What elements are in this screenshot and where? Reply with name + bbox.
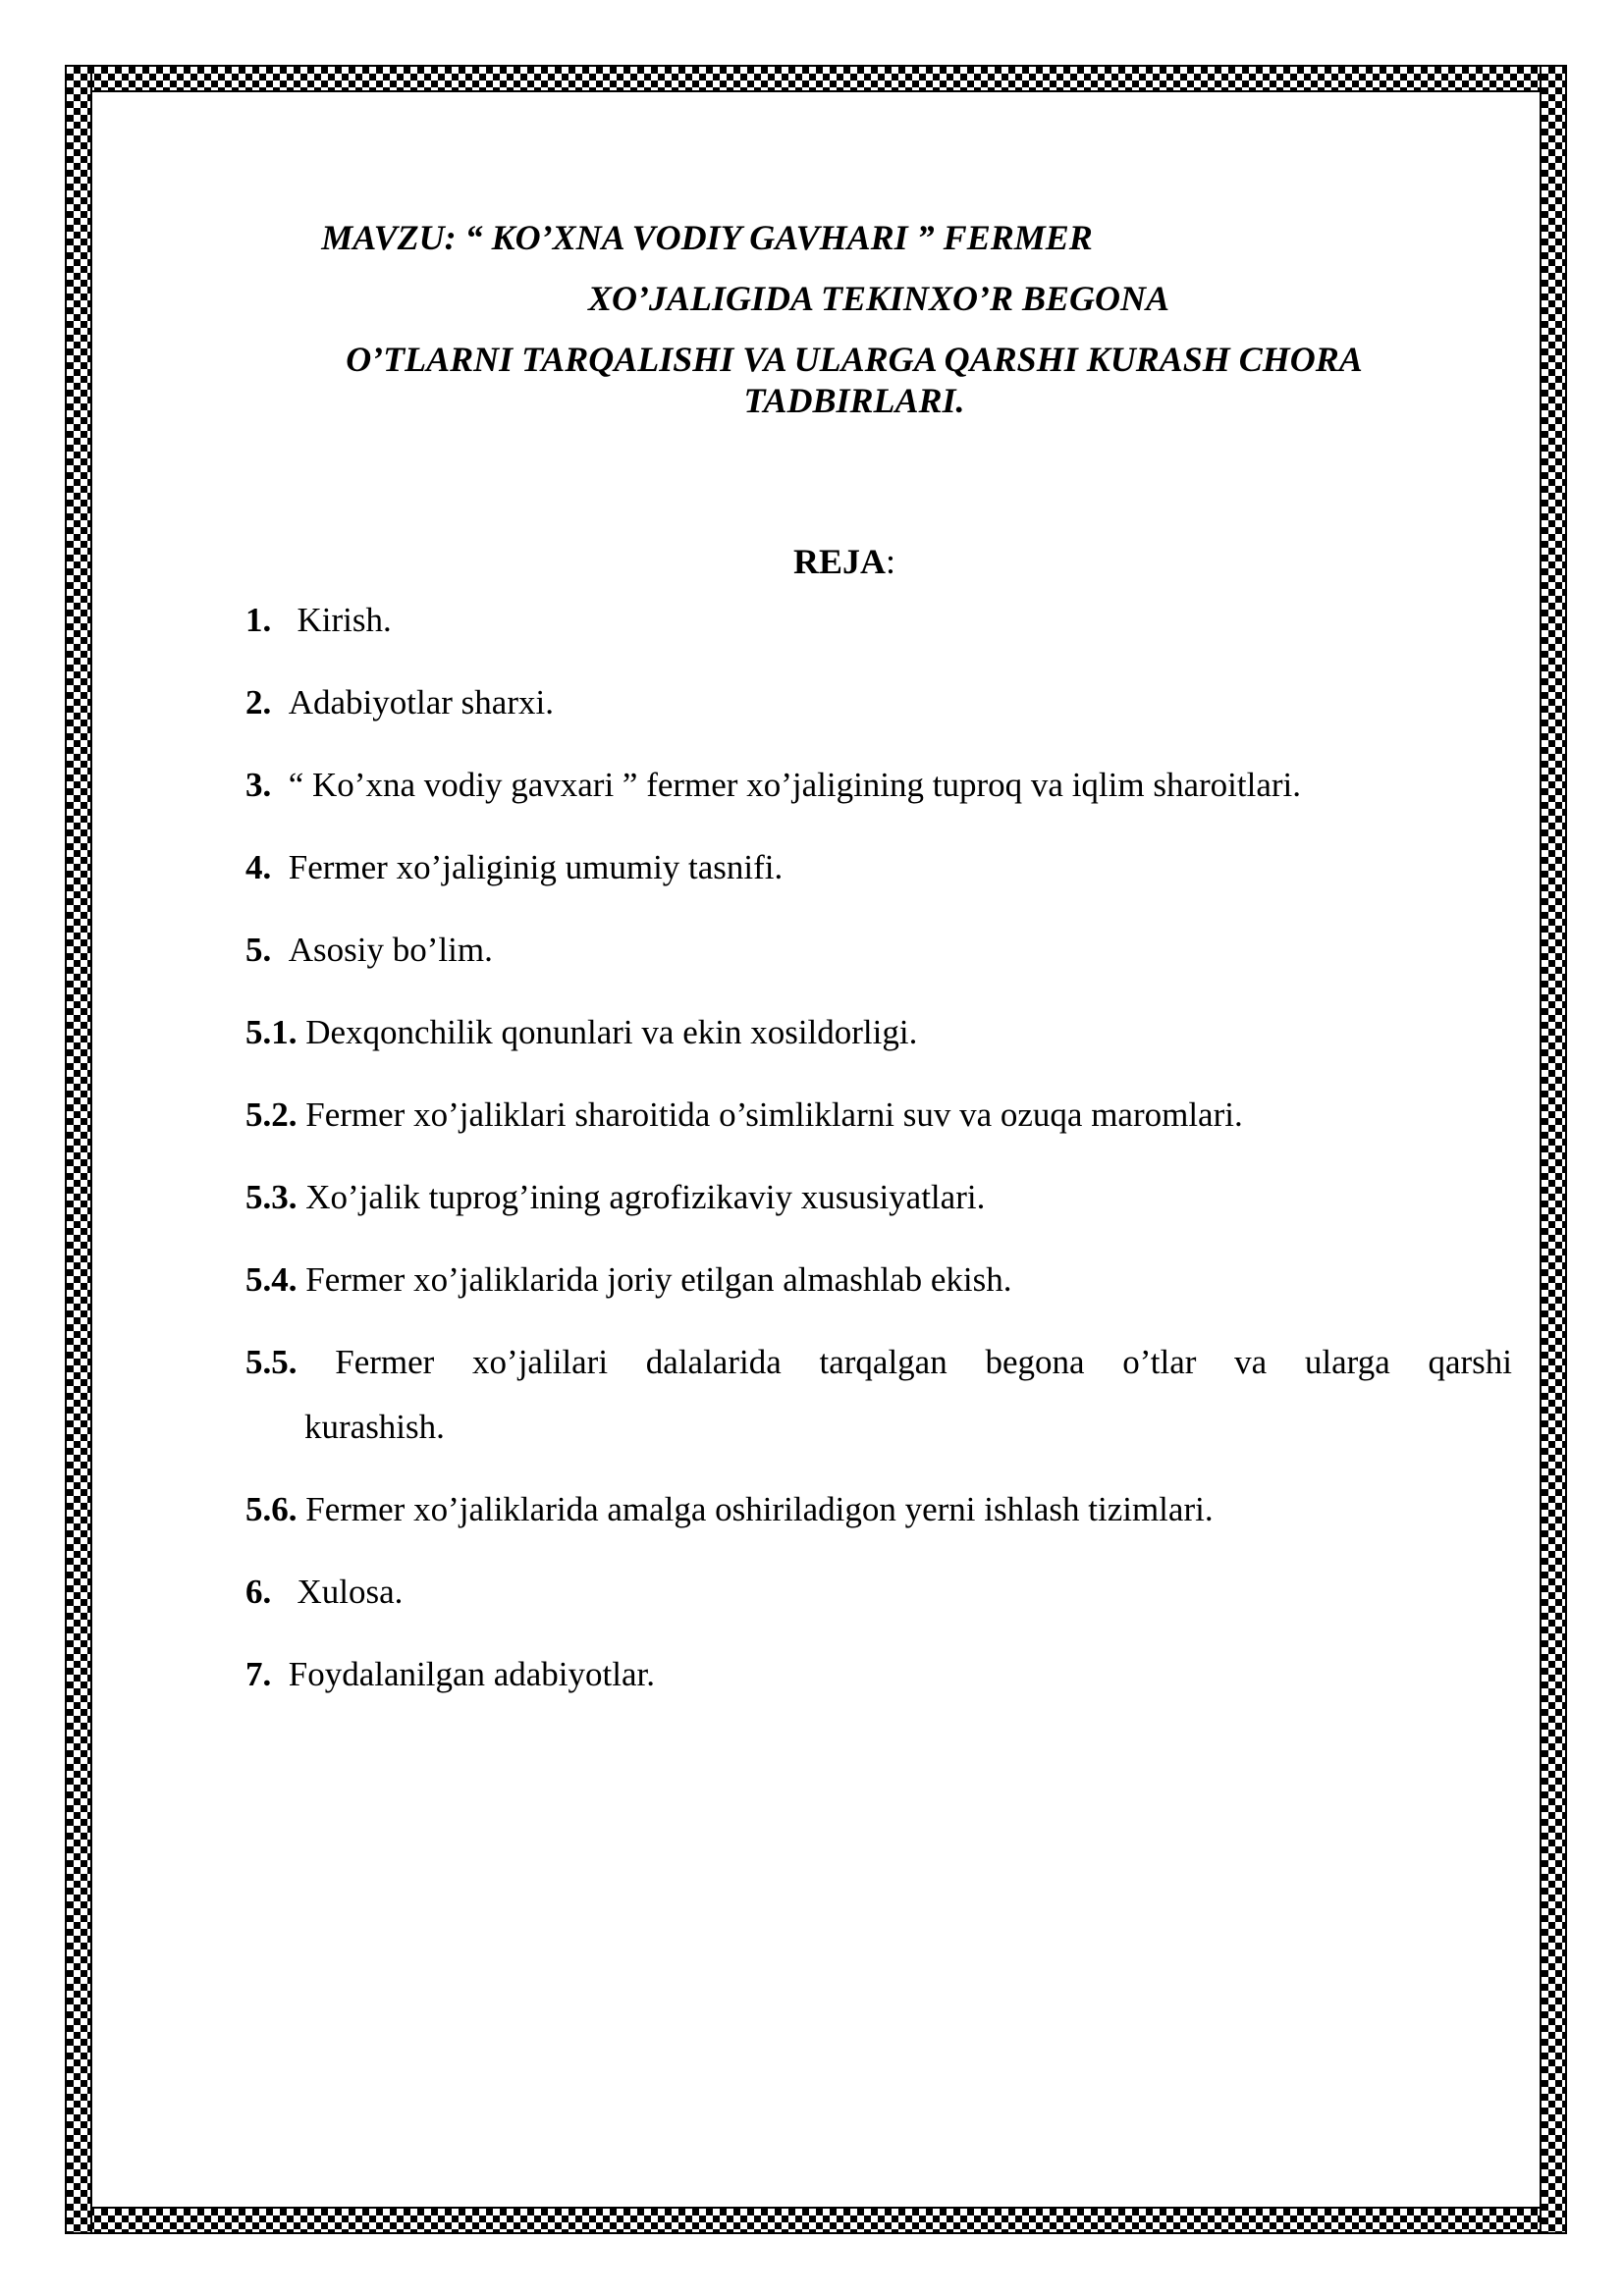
plan-item-5-5-continuation: kurashish. — [304, 1408, 445, 1446]
page-border-right — [1540, 65, 1567, 2234]
page-border-top — [65, 65, 1567, 92]
plan-heading-colon: : — [886, 542, 896, 581]
plan-heading — [687, 542, 1001, 581]
plan-item-5-6 — [245, 1490, 1512, 1529]
plan-heading-text: REJA — [792, 542, 886, 581]
title-line-1: MAVZU: “ KO’XNA VODIY GAVHARI ” FERMER — [321, 218, 1093, 257]
plan-item-number: 5.5. — [245, 1343, 298, 1381]
plan-item-5-4 — [245, 1260, 1512, 1300]
title-line-4: TADBIRLARI. — [743, 381, 965, 420]
plan-item-text: Adabiyotlar sharxi. — [288, 683, 554, 721]
plan-item-text: Xulosa. — [297, 1573, 404, 1611]
plan-item-3 — [245, 766, 1512, 805]
plan-item-number: 3. — [245, 766, 272, 804]
plan-item-1 — [245, 601, 1512, 640]
plan-item-number: 5.6. — [245, 1490, 298, 1528]
plan-item-number: 1. — [245, 601, 272, 639]
plan-item-text: Dexqonchilik qonunlari va ekin xosildorligi. — [305, 1013, 918, 1051]
plan-item-number: 4. — [245, 848, 272, 886]
plan-item-text: Fermer xo’jaliklarida amalga oshiriladigon yerni ishlash tizimlari. — [305, 1490, 1214, 1528]
plan-item-6 — [245, 1573, 1512, 1612]
plan-item-number: 6. — [245, 1573, 272, 1611]
page-border-left — [65, 65, 92, 2234]
plan-item-5-1 — [245, 1013, 1512, 1052]
plan-item-7 — [245, 1655, 1512, 1694]
plan-item-4 — [245, 848, 1512, 887]
plan-item-text: Xo’jalik tuprog’ining agrofizikaviy xususiyatlari. — [305, 1178, 986, 1216]
plan-item-text: Fermer xo’jaliginig umumiy tasnifi. — [288, 848, 784, 886]
page-border-bottom — [65, 2207, 1567, 2234]
plan-item-5 — [245, 931, 1512, 970]
plan-item-5-3 — [245, 1178, 1512, 1217]
title-line-2: XO’JALIGIDA TEKINXO’R BEGONA — [587, 279, 1170, 318]
plan-item-5-2 — [245, 1095, 1512, 1135]
plan-item-2 — [245, 683, 1512, 722]
plan-item-text: Asosiy bo’lim. — [288, 931, 493, 969]
plan-item-number: 5.1. — [245, 1013, 298, 1051]
plan-item-text: Foydalanilgan adabiyotlar. — [288, 1655, 655, 1693]
plan-item-number: 5.3. — [245, 1178, 298, 1216]
plan-item-5-5 — [245, 1343, 1512, 1382]
plan-item-text: Fermer xo’jaliklari sharoitida o’simliklarni suv va ozuqa maromlari. — [305, 1095, 1243, 1134]
plan-item-number: 7. — [245, 1655, 272, 1693]
plan-item-text: “ Ko’xna vodiy gavxari ” fermer xo’jaligining tuproq va iqlim sharoitlari. — [288, 766, 1301, 804]
plan-item-number: 2. — [245, 683, 272, 721]
title-line-3: O’TLARNI TARQALISHI VA ULARGA QARSHI KURASH CHORA — [346, 340, 1363, 379]
plan-item-text: Fermer xo’jaliklarida joriy etilgan almashlab ekish. — [305, 1260, 1012, 1299]
plan-item-text: Fermer xo’jalilari dalalarida tarqalgan begona o’tlar va ularga qarshi — [335, 1343, 1512, 1381]
plan-item-number: 5.2. — [245, 1095, 298, 1134]
plan-item-number: 5.4. — [245, 1260, 298, 1299]
plan-item-text: Kirish. — [297, 601, 392, 639]
plan-item-number: 5. — [245, 931, 272, 969]
